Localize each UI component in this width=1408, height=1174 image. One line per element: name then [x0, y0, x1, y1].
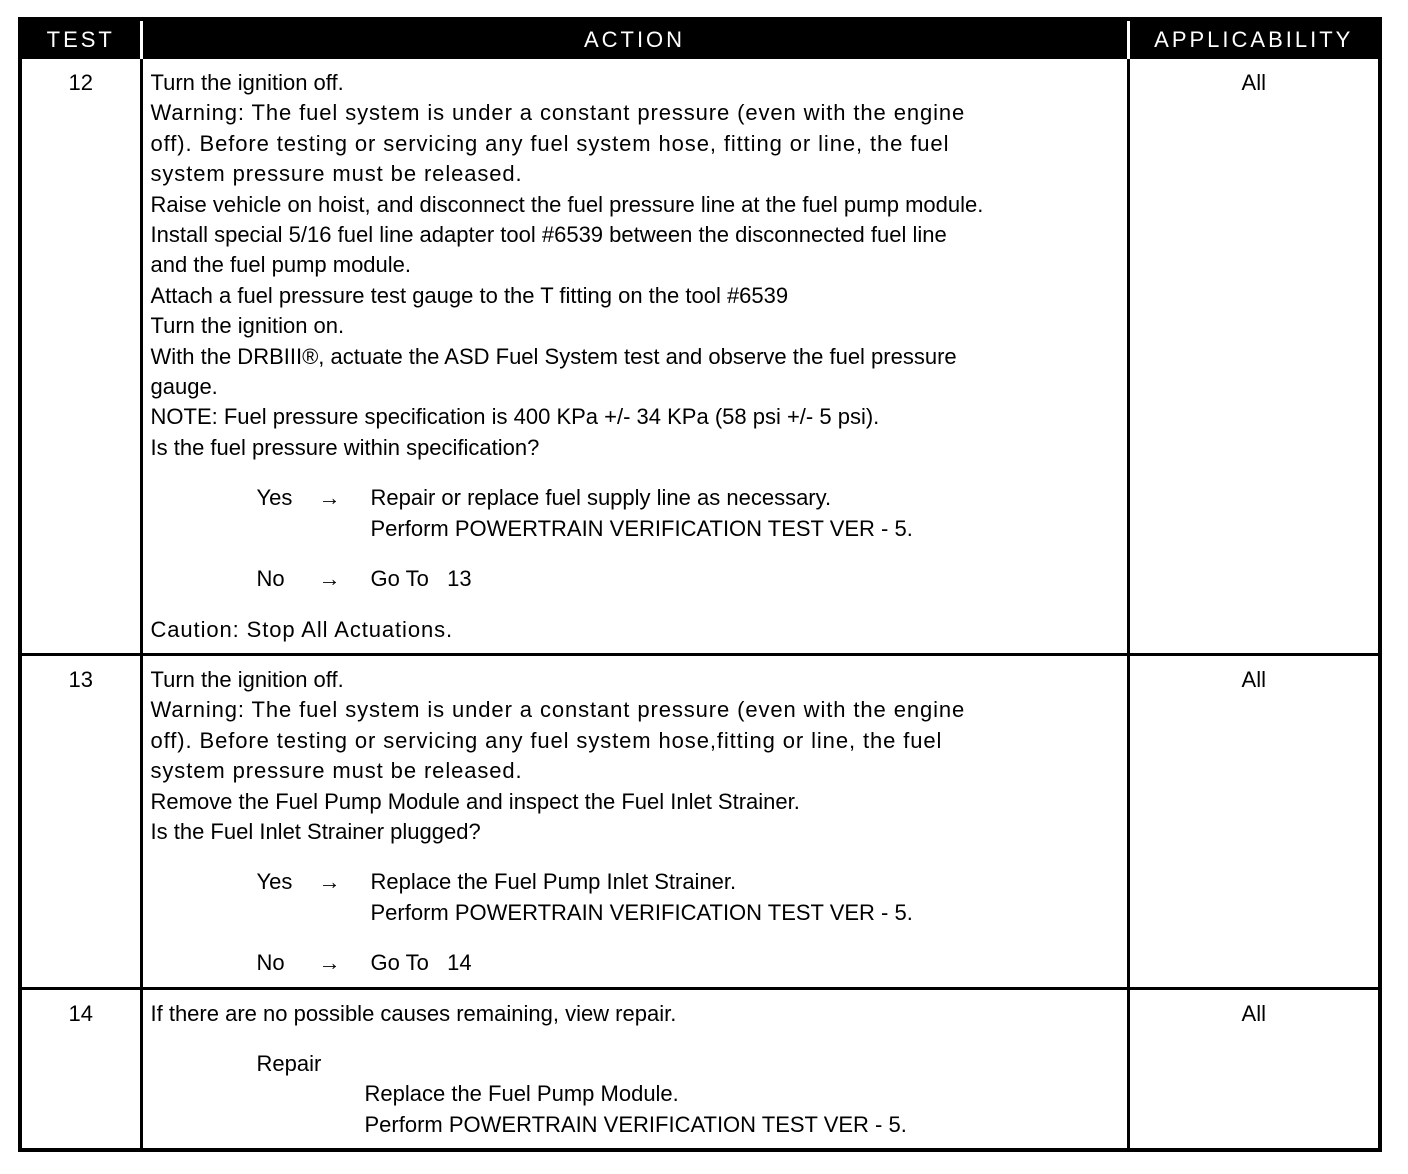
action-line: gauge.	[150, 374, 218, 400]
action-line: Is the Fuel Inlet Strainer plugged?	[150, 818, 481, 844]
repair-step: Perform POWERTRAIN VERIFICATION TEST VER - 5.	[364, 1111, 907, 1137]
action-line: Is the fuel pressure within specification?	[150, 434, 540, 460]
test-number: 13	[22, 654, 141, 988]
action-line: Warning: The fuel system is under a constant pressure (even with the engine	[150, 697, 966, 723]
caution-note: Caution: Stop All Actuations.	[150, 616, 453, 642]
result-line: Perform POWERTRAIN VERIFICATION TEST VER - 5.	[370, 515, 913, 541]
test-row-12	[22, 59, 1378, 654]
arrow-right-icon: →	[318, 950, 341, 976]
applicability-value: All	[1128, 988, 1378, 1148]
result-line: Go To 13	[370, 566, 472, 592]
applicability-value: All	[1128, 654, 1378, 988]
action-line: off). Before testing or servicing any fuel system hose, fitting or line, the fuel	[150, 130, 950, 156]
action-line: system pressure must be released.	[150, 758, 523, 784]
action-line: Warning: The fuel system is under a constant pressure (even with the engine	[150, 100, 966, 126]
header-test: TEST	[22, 21, 141, 59]
action-line: and the fuel pump module.	[150, 252, 412, 278]
result-line: Repair or replace fuel supply line as necessary.	[370, 485, 832, 511]
action-line: Attach a fuel pressure test gauge to the T fitting on the tool #6539	[150, 282, 789, 308]
answer-label: No	[256, 566, 285, 592]
answer-result	[371, 564, 472, 594]
action-cell	[141, 988, 1128, 1148]
header-applicability: APPLICABILITY	[1128, 21, 1378, 59]
result-line: Perform POWERTRAIN VERIFICATION TEST VER - 5.	[370, 899, 913, 925]
test-row-14	[22, 988, 1378, 1148]
header-row	[22, 21, 1378, 59]
answer-yes	[151, 483, 1119, 544]
repair-step: Replace the Fuel Pump Module.	[364, 1081, 679, 1107]
result-line: Go To 14	[370, 950, 472, 976]
action-line: off). Before testing or servicing any fuel system hose,fitting or line, the fuel	[150, 727, 943, 753]
answer-result	[371, 867, 913, 928]
action-line: Remove the Fuel Pump Module and inspect the Fuel Inlet Strainer.	[150, 788, 800, 814]
answer-result	[371, 483, 913, 544]
answer-label: No	[256, 950, 285, 976]
action-cell	[141, 59, 1128, 654]
answer-label: Yes	[256, 485, 293, 511]
repair-block	[151, 1049, 1119, 1140]
action-line: Turn the ignition off.	[150, 70, 344, 95]
action-cell	[141, 654, 1128, 988]
test-row-13	[22, 654, 1378, 988]
answer-no	[151, 948, 1119, 978]
test-table	[22, 21, 1378, 1148]
answer-label: Yes	[256, 869, 293, 895]
repair-steps	[365, 1079, 1119, 1140]
action-line: With the DRBIII®, actuate the ASD Fuel System test and observe the fuel pressure	[150, 343, 957, 369]
action-line: Install special 5/16 fuel line adapter tool #6539 between the disconnected fuel line	[150, 222, 947, 248]
arrow-right-icon: →	[318, 869, 341, 895]
action-line: NOTE: Fuel pressure specification is 400 KPa +/- 34 KPa (58 psi +/- 5 psi).	[150, 404, 880, 430]
answer-result	[371, 948, 472, 978]
action-line: Raise vehicle on hoist, and disconnect the fuel pressure line at the fuel pump module.	[150, 191, 984, 217]
action-line: If there are no possible causes remaining, view repair.	[150, 1000, 677, 1026]
test-number: 14	[22, 988, 141, 1148]
test-number: 12	[68, 70, 93, 95]
header-action: ACTION	[141, 21, 1128, 59]
result-line: Replace the Fuel Pump Inlet Strainer.	[370, 869, 737, 895]
action-line: Turn the ignition off.	[150, 666, 344, 692]
action-line: system pressure must be released.	[150, 161, 523, 187]
applicability-value: All	[1128, 59, 1378, 654]
answer-yes	[151, 867, 1119, 928]
diagnostic-table	[18, 17, 1382, 1152]
repair-label: Repair	[256, 1050, 322, 1076]
answer-no	[151, 564, 1119, 594]
arrow-right-icon: →	[318, 485, 341, 511]
arrow-right-icon: →	[318, 566, 341, 592]
action-line: Turn the ignition on.	[150, 313, 345, 339]
